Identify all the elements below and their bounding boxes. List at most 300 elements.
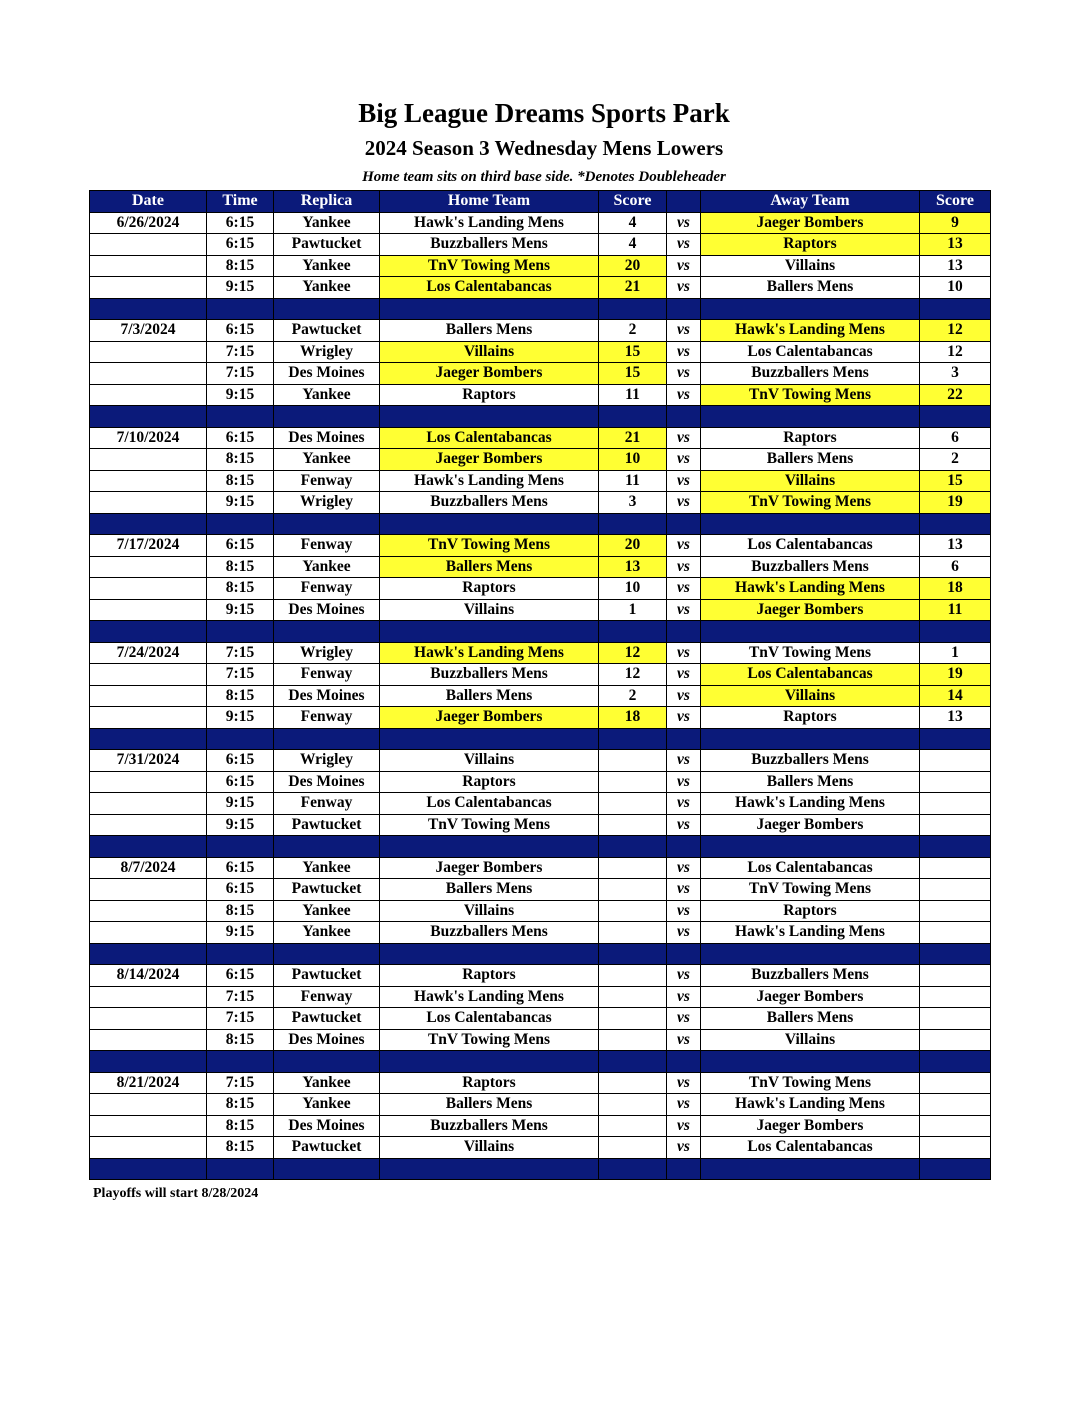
- game-date: [90, 879, 207, 901]
- game-time: 6:15: [207, 879, 274, 901]
- home-team: Villains: [380, 599, 599, 621]
- away-score: [920, 771, 991, 793]
- home-team: Raptors: [380, 771, 599, 793]
- away-team: Villains: [701, 255, 920, 277]
- home-team: Jaeger Bombers: [380, 857, 599, 879]
- vs-label: vs: [667, 750, 701, 772]
- away-team: Ballers Mens: [701, 449, 920, 471]
- game-date: [90, 277, 207, 299]
- away-score: [920, 793, 991, 815]
- game-date: [90, 363, 207, 385]
- away-score: 6: [920, 427, 991, 449]
- game-date: [90, 578, 207, 600]
- vs-label: vs: [667, 578, 701, 600]
- week-separator: [90, 406, 991, 428]
- away-team: Raptors: [701, 707, 920, 729]
- away-score: 11: [920, 599, 991, 621]
- game-replica: Yankee: [274, 384, 380, 406]
- separator-cell: [701, 513, 920, 535]
- home-team: Buzzballers Mens: [380, 664, 599, 686]
- vs-label: vs: [667, 986, 701, 1008]
- separator-cell: [667, 728, 701, 750]
- vs-label: vs: [667, 793, 701, 815]
- away-score: [920, 965, 991, 987]
- game-date: [90, 793, 207, 815]
- separator-cell: [90, 1158, 207, 1180]
- separator-cell: [599, 513, 667, 535]
- game-date: [90, 1094, 207, 1116]
- separator-cell: [90, 1051, 207, 1073]
- separator-cell: [667, 836, 701, 858]
- game-time: 8:15: [207, 449, 274, 471]
- away-team: Jaeger Bombers: [701, 1115, 920, 1137]
- home-score: [599, 922, 667, 944]
- table-row: [90, 986, 991, 1008]
- separator-cell: [599, 621, 667, 643]
- game-time: 7:15: [207, 986, 274, 1008]
- vs-label: vs: [667, 707, 701, 729]
- game-date: 6/26/2024: [90, 212, 207, 234]
- vs-label: vs: [667, 470, 701, 492]
- game-date: [90, 255, 207, 277]
- separator-cell: [380, 298, 599, 320]
- game-replica: Yankee: [274, 900, 380, 922]
- home-team: Raptors: [380, 384, 599, 406]
- game-replica: Des Moines: [274, 363, 380, 385]
- home-score: 10: [599, 578, 667, 600]
- home-score: [599, 1072, 667, 1094]
- separator-cell: [207, 943, 274, 965]
- table-row: [90, 341, 991, 363]
- table-row: [90, 685, 991, 707]
- game-date: [90, 341, 207, 363]
- game-replica: Yankee: [274, 212, 380, 234]
- game-replica: Fenway: [274, 470, 380, 492]
- separator-cell: [667, 1051, 701, 1073]
- game-date: [90, 599, 207, 621]
- vs-label: vs: [667, 664, 701, 686]
- header-row: [90, 191, 991, 213]
- away-score: 19: [920, 492, 991, 514]
- home-score: [599, 793, 667, 815]
- week-separator: [90, 836, 991, 858]
- home-score: [599, 965, 667, 987]
- separator-cell: [274, 943, 380, 965]
- game-date: 8/14/2024: [90, 965, 207, 987]
- game-replica: Wrigley: [274, 642, 380, 664]
- separator-cell: [667, 298, 701, 320]
- away-team: Los Calentabancas: [701, 535, 920, 557]
- separator-cell: [701, 728, 920, 750]
- col-header-vs: [667, 191, 701, 213]
- vs-label: vs: [667, 1008, 701, 1030]
- separator-cell: [380, 943, 599, 965]
- away-team: TnV Towing Mens: [701, 1072, 920, 1094]
- away-score: 6: [920, 556, 991, 578]
- away-score: [920, 1094, 991, 1116]
- page-title: Big League Dreams Sports Park: [358, 98, 730, 128]
- home-score: [599, 1029, 667, 1051]
- home-score: 15: [599, 341, 667, 363]
- vs-label: vs: [667, 642, 701, 664]
- separator-cell: [599, 943, 667, 965]
- away-score: 12: [920, 320, 991, 342]
- game-date: [90, 470, 207, 492]
- week-separator: [90, 1158, 991, 1180]
- away-score: 3: [920, 363, 991, 385]
- away-team: Los Calentabancas: [701, 341, 920, 363]
- home-score: 2: [599, 685, 667, 707]
- game-replica: Fenway: [274, 535, 380, 557]
- game-time: 7:15: [207, 1008, 274, 1030]
- home-team: Jaeger Bombers: [380, 363, 599, 385]
- separator-cell: [920, 1158, 991, 1180]
- separator-cell: [920, 728, 991, 750]
- game-time: 8:15: [207, 1029, 274, 1051]
- separator-cell: [274, 1158, 380, 1180]
- vs-label: vs: [667, 771, 701, 793]
- home-team: Los Calentabancas: [380, 1008, 599, 1030]
- home-score: 21: [599, 427, 667, 449]
- separator-cell: [380, 1051, 599, 1073]
- separator-cell: [920, 621, 991, 643]
- col-header-away-team: Away Team: [701, 191, 920, 213]
- away-team: Los Calentabancas: [701, 664, 920, 686]
- table-row: [90, 556, 991, 578]
- home-team: TnV Towing Mens: [380, 535, 599, 557]
- separator-cell: [90, 406, 207, 428]
- home-team: Hawk's Landing Mens: [380, 642, 599, 664]
- game-time: 9:15: [207, 793, 274, 815]
- separator-cell: [274, 728, 380, 750]
- separator-cell: [207, 406, 274, 428]
- game-time: 7:15: [207, 363, 274, 385]
- schedule-note: Home team sits on third base side. *Denotes Doubleheader: [362, 169, 726, 185]
- separator-cell: [667, 621, 701, 643]
- home-score: 15: [599, 363, 667, 385]
- game-time: 6:15: [207, 750, 274, 772]
- away-score: 15: [920, 470, 991, 492]
- separator-cell: [207, 1158, 274, 1180]
- table-row: [90, 578, 991, 600]
- separator-cell: [701, 943, 920, 965]
- away-score: [920, 1008, 991, 1030]
- away-score: 13: [920, 255, 991, 277]
- game-date: 8/7/2024: [90, 857, 207, 879]
- game-time: 9:15: [207, 384, 274, 406]
- vs-label: vs: [667, 277, 701, 299]
- table-row: [90, 793, 991, 815]
- separator-cell: [667, 943, 701, 965]
- game-replica: Yankee: [274, 556, 380, 578]
- away-team: Buzzballers Mens: [701, 750, 920, 772]
- away-team: Villains: [701, 685, 920, 707]
- home-score: [599, 1008, 667, 1030]
- away-score: [920, 1072, 991, 1094]
- game-time: 6:15: [207, 771, 274, 793]
- table-row: [90, 212, 991, 234]
- game-replica: Fenway: [274, 793, 380, 815]
- separator-cell: [90, 836, 207, 858]
- page-subtitle: 2024 Season 3 Wednesday Mens Lowers: [364, 136, 724, 160]
- game-replica: Pawtucket: [274, 814, 380, 836]
- table-row: [90, 1094, 991, 1116]
- home-team: Ballers Mens: [380, 685, 599, 707]
- vs-label: vs: [667, 1072, 701, 1094]
- home-team: Ballers Mens: [380, 556, 599, 578]
- table-row: [90, 750, 991, 772]
- game-time: 8:15: [207, 1094, 274, 1116]
- game-time: 8:15: [207, 255, 274, 277]
- separator-cell: [90, 943, 207, 965]
- game-time: 9:15: [207, 277, 274, 299]
- game-time: 6:15: [207, 212, 274, 234]
- away-team: TnV Towing Mens: [701, 642, 920, 664]
- game-time: 8:15: [207, 578, 274, 600]
- game-date: [90, 449, 207, 471]
- home-score: 12: [599, 664, 667, 686]
- vs-label: vs: [667, 449, 701, 471]
- table-row: [90, 642, 991, 664]
- home-team: Raptors: [380, 578, 599, 600]
- playoffs-note: Playoffs will start 8/28/2024: [93, 1186, 259, 1201]
- away-score: 10: [920, 277, 991, 299]
- separator-cell: [380, 406, 599, 428]
- game-time: 6:15: [207, 965, 274, 987]
- away-team: Hawk's Landing Mens: [701, 320, 920, 342]
- home-team: Hawk's Landing Mens: [380, 986, 599, 1008]
- game-replica: Pawtucket: [274, 320, 380, 342]
- home-score: [599, 1094, 667, 1116]
- vs-label: vs: [667, 1137, 701, 1159]
- table-row: [90, 1072, 991, 1094]
- home-score: 13: [599, 556, 667, 578]
- game-date: [90, 1137, 207, 1159]
- separator-cell: [274, 513, 380, 535]
- home-team: Hawk's Landing Mens: [380, 212, 599, 234]
- week-separator: [90, 298, 991, 320]
- vs-label: vs: [667, 1115, 701, 1137]
- separator-cell: [207, 621, 274, 643]
- game-date: 7/17/2024: [90, 535, 207, 557]
- vs-label: vs: [667, 879, 701, 901]
- separator-cell: [599, 728, 667, 750]
- away-score: 14: [920, 685, 991, 707]
- game-time: 9:15: [207, 599, 274, 621]
- week-separator: [90, 943, 991, 965]
- home-score: [599, 750, 667, 772]
- table-row: [90, 492, 991, 514]
- separator-cell: [90, 298, 207, 320]
- game-date: [90, 685, 207, 707]
- away-team: TnV Towing Mens: [701, 879, 920, 901]
- vs-label: vs: [667, 427, 701, 449]
- away-score: 13: [920, 707, 991, 729]
- separator-cell: [380, 836, 599, 858]
- home-team: TnV Towing Mens: [380, 255, 599, 277]
- week-separator: [90, 1051, 991, 1073]
- game-time: 8:15: [207, 900, 274, 922]
- away-score: 1: [920, 642, 991, 664]
- home-score: 18: [599, 707, 667, 729]
- home-team: Jaeger Bombers: [380, 449, 599, 471]
- away-score: [920, 986, 991, 1008]
- home-team: Los Calentabancas: [380, 793, 599, 815]
- game-time: 6:15: [207, 857, 274, 879]
- separator-cell: [274, 406, 380, 428]
- away-score: [920, 814, 991, 836]
- game-replica: Fenway: [274, 578, 380, 600]
- table-row: [90, 922, 991, 944]
- away-score: [920, 900, 991, 922]
- game-date: 7/31/2024: [90, 750, 207, 772]
- game-replica: Yankee: [274, 1072, 380, 1094]
- away-team: TnV Towing Mens: [701, 384, 920, 406]
- away-team: Villains: [701, 470, 920, 492]
- home-team: TnV Towing Mens: [380, 1029, 599, 1051]
- col-header-home-team: Home Team: [380, 191, 599, 213]
- game-time: 8:15: [207, 1115, 274, 1137]
- vs-label: vs: [667, 212, 701, 234]
- game-date: 7/24/2024: [90, 642, 207, 664]
- separator-cell: [701, 406, 920, 428]
- away-score: [920, 1029, 991, 1051]
- away-score: [920, 922, 991, 944]
- vs-label: vs: [667, 900, 701, 922]
- game-replica: Fenway: [274, 986, 380, 1008]
- game-replica: Pawtucket: [274, 965, 380, 987]
- separator-cell: [380, 621, 599, 643]
- table-row: [90, 1137, 991, 1159]
- home-team: Ballers Mens: [380, 1094, 599, 1116]
- home-score: [599, 900, 667, 922]
- game-time: 6:15: [207, 427, 274, 449]
- week-separator: [90, 513, 991, 535]
- game-date: [90, 556, 207, 578]
- away-score: 12: [920, 341, 991, 363]
- table-row: [90, 1008, 991, 1030]
- home-score: 11: [599, 470, 667, 492]
- vs-label: vs: [667, 685, 701, 707]
- separator-cell: [380, 728, 599, 750]
- away-team: Hawk's Landing Mens: [701, 1094, 920, 1116]
- game-date: [90, 492, 207, 514]
- table-row: [90, 879, 991, 901]
- home-team: Buzzballers Mens: [380, 234, 599, 256]
- game-replica: Des Moines: [274, 1115, 380, 1137]
- vs-label: vs: [667, 492, 701, 514]
- game-replica: Des Moines: [274, 685, 380, 707]
- game-time: 9:15: [207, 707, 274, 729]
- table-row: [90, 900, 991, 922]
- table-row: [90, 707, 991, 729]
- table-row: [90, 535, 991, 557]
- game-replica: Fenway: [274, 707, 380, 729]
- home-score: 12: [599, 642, 667, 664]
- separator-cell: [667, 1158, 701, 1180]
- vs-label: vs: [667, 384, 701, 406]
- col-header-replica: Replica: [274, 191, 380, 213]
- away-team: Los Calentabancas: [701, 1137, 920, 1159]
- game-date: [90, 234, 207, 256]
- away-team: Villains: [701, 1029, 920, 1051]
- separator-cell: [207, 1051, 274, 1073]
- separator-cell: [90, 621, 207, 643]
- separator-cell: [599, 1051, 667, 1073]
- vs-label: vs: [667, 556, 701, 578]
- away-team: Hawk's Landing Mens: [701, 578, 920, 600]
- game-time: 6:15: [207, 234, 274, 256]
- separator-cell: [920, 1051, 991, 1073]
- week-separator: [90, 621, 991, 643]
- table-row: [90, 320, 991, 342]
- table-row: [90, 363, 991, 385]
- separator-cell: [90, 513, 207, 535]
- table-row: [90, 1029, 991, 1051]
- away-team: Hawk's Landing Mens: [701, 793, 920, 815]
- table-row: [90, 814, 991, 836]
- away-team: Buzzballers Mens: [701, 556, 920, 578]
- table-row: [90, 857, 991, 879]
- home-score: 4: [599, 212, 667, 234]
- separator-cell: [380, 513, 599, 535]
- game-time: 7:15: [207, 664, 274, 686]
- home-team: Jaeger Bombers: [380, 707, 599, 729]
- away-team: Hawk's Landing Mens: [701, 922, 920, 944]
- separator-cell: [207, 298, 274, 320]
- away-team: Ballers Mens: [701, 1008, 920, 1030]
- away-team: Jaeger Bombers: [701, 212, 920, 234]
- schedule-table: [89, 190, 991, 1180]
- separator-cell: [274, 621, 380, 643]
- game-replica: Wrigley: [274, 750, 380, 772]
- game-replica: Yankee: [274, 277, 380, 299]
- game-date: 7/3/2024: [90, 320, 207, 342]
- game-replica: Pawtucket: [274, 1008, 380, 1030]
- separator-cell: [701, 621, 920, 643]
- game-date: 8/21/2024: [90, 1072, 207, 1094]
- vs-label: vs: [667, 320, 701, 342]
- game-replica: Wrigley: [274, 341, 380, 363]
- game-date: [90, 707, 207, 729]
- away-score: 13: [920, 535, 991, 557]
- separator-cell: [274, 298, 380, 320]
- game-replica: Pawtucket: [274, 234, 380, 256]
- table-row: [90, 427, 991, 449]
- separator-cell: [599, 298, 667, 320]
- home-score: 3: [599, 492, 667, 514]
- game-time: 7:15: [207, 642, 274, 664]
- separator-cell: [207, 513, 274, 535]
- vs-label: vs: [667, 234, 701, 256]
- away-team: Ballers Mens: [701, 277, 920, 299]
- table-row: [90, 234, 991, 256]
- home-score: 11: [599, 384, 667, 406]
- game-replica: Yankee: [274, 449, 380, 471]
- away-team: TnV Towing Mens: [701, 492, 920, 514]
- away-team: Buzzballers Mens: [701, 363, 920, 385]
- game-time: 6:15: [207, 320, 274, 342]
- col-header-time: Time: [207, 191, 274, 213]
- separator-cell: [599, 836, 667, 858]
- home-team: Raptors: [380, 1072, 599, 1094]
- home-team: Raptors: [380, 965, 599, 987]
- game-replica: Pawtucket: [274, 879, 380, 901]
- away-score: 19: [920, 664, 991, 686]
- home-team: Buzzballers Mens: [380, 922, 599, 944]
- game-time: 8:15: [207, 470, 274, 492]
- separator-cell: [920, 406, 991, 428]
